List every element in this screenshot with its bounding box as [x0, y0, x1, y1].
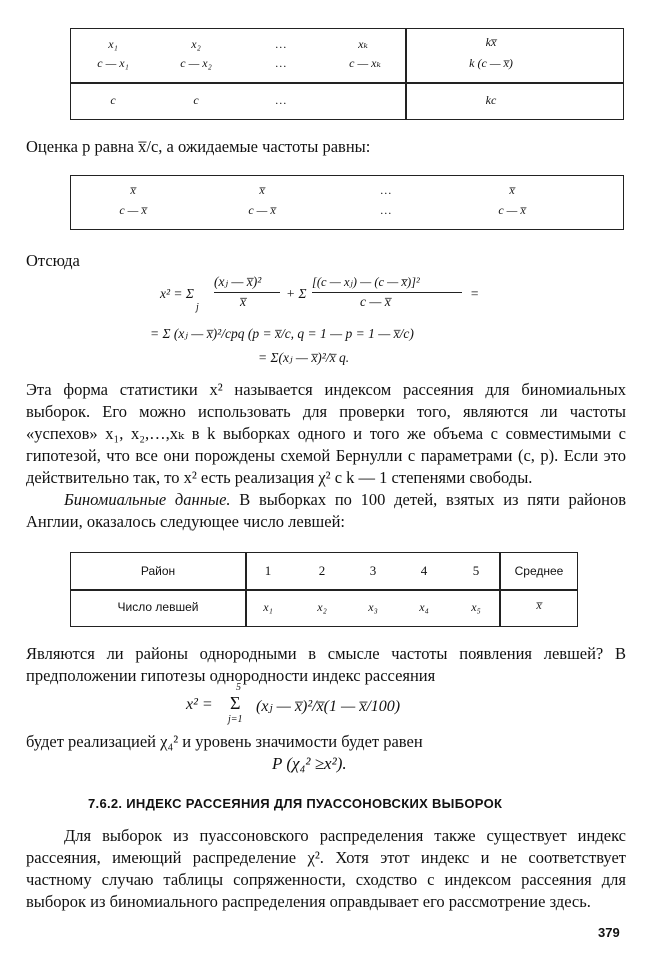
t2-r2-c3: … [380, 203, 392, 217]
f1-denominator-2: c — x̅ [360, 294, 391, 309]
f1-sub-j: j [196, 302, 199, 313]
t1-r1-c4: xₖ [358, 37, 368, 51]
f1-equals: = [470, 286, 480, 301]
t1-r1-c1: x₁ [108, 37, 118, 51]
formula-1 [160, 270, 500, 324]
label-hence: Отсюда [26, 251, 80, 270]
table-observed [70, 28, 624, 120]
t3-header-mean: Среднее [514, 564, 564, 578]
t3-row-x4: x₄ [419, 600, 429, 614]
t3-header-2: 2 [318, 563, 326, 578]
paragraph-dispersion-index: Эта форма статистики x² называется индексом рассеяния для биномиальных выборок. Его можно использовать для проверки того, являются ли частоты «успехов» x₁, x₂,…,xₖ в k выборках одного и того же объема c совместимыми с гипотезой, что все они порождены схемой Бернулли с параметрами (c, p). Если это действительно так, то x² есть реализация χ² с k — 1 степенями свободы. [26, 380, 626, 487]
binomial-data-text: В выборках по 100 детей, взятых из пяти районов Англии, оказалось следующее число левшей: [26, 490, 626, 531]
t2-r1-c1: x̅ [130, 183, 136, 197]
f4-rhs: (xⱼ — x̅)²/x̅(1 — x̅/100) [256, 698, 401, 715]
binomial-data-title: Биномиальные данные. [64, 490, 231, 509]
t1-r2-c1: c — x₁ [97, 56, 129, 70]
t3-header-5: 5 [472, 563, 480, 578]
f1-denominator: x̅ [240, 294, 246, 309]
section-heading: 7.6.2. ИНДЕКС РАССЕЯНИЯ ДЛЯ ПУАССОНОВСКИХ ВЫБОРОК [88, 796, 503, 811]
t1-r3-c3: … [275, 93, 287, 107]
paragraph-poisson: Для выборок из пуассоновского распределения также существует индекс рассеяния, имеющий распределение χ². Хотя этот индекс и не соответствует частному случаю таблицы сопряженности, сходство с индексом рассеяния для выборок из биномиального распределения оправдывает его рассмотрение здесь. [26, 826, 626, 911]
f1-fraction-bar [214, 292, 280, 293]
paragraph-binomial-data [26, 489, 626, 533]
f4-sum-bottom: j=1 [228, 714, 243, 725]
f1-numerator-2: [(c — xⱼ) — (c — x̅)]² [312, 275, 420, 289]
formula-5: P (χ₄² ≥x²). [272, 754, 347, 773]
formula-4 [186, 684, 486, 728]
t2-r1-c2: x̅ [259, 183, 265, 197]
t1-r1-c2: x₂ [191, 37, 201, 51]
formula-3: = Σ(xⱼ — x̅)²/x̅ q. [258, 350, 350, 365]
t2-r2-c2: c — x̅ [248, 203, 276, 217]
f1-numerator: (xⱼ — x̅)² [214, 274, 262, 289]
f1-plus: + Σ [286, 286, 307, 301]
table-expected [70, 175, 624, 230]
paragraph-homogeneity-question: Являются ли районы однородными в смысле частоты появления левшей? В предположении гипотезы однородности индекс рассеяния [26, 644, 626, 685]
t2-r2-c4: c — x̅ [498, 203, 526, 217]
f4-sum: Σ [230, 693, 241, 713]
t1-r3-c2: c [193, 93, 199, 107]
t3-row-x2: x₂ [317, 600, 327, 614]
t1-r3-c4: kc [485, 93, 497, 107]
t1-r1-c3: … [275, 37, 287, 51]
t3-header-district: Район [140, 564, 176, 578]
t3-row-x3: x₃ [368, 600, 378, 614]
t3-header-4: 4 [420, 563, 428, 578]
t1-r1-c5: kx̅ [485, 35, 497, 49]
t2-r2-c1: c — x̅ [119, 203, 147, 217]
f4-lhs: x² = [186, 696, 213, 713]
t3-row-x1: x₁ [263, 600, 273, 614]
f1-fraction-bar-2 [312, 292, 462, 293]
t3-header-3: 3 [369, 563, 377, 578]
t2-r1-c3: … [380, 183, 392, 197]
t3-header-1: 1 [264, 563, 272, 578]
paragraph-estimate: Оценка p равна x̅/c, а ожидаемые частоты равны: [26, 137, 371, 156]
t1-r2-c5: k (c — x̅) [469, 56, 513, 70]
t3-row-label: Число левшей [117, 600, 199, 614]
t3-row-mean: x̅ [536, 598, 542, 612]
t1-r3-c1: c [110, 93, 116, 107]
page-number: 379 [598, 925, 620, 940]
t2-r1-c4: x̅ [509, 183, 515, 197]
t1-r2-c4: c — xₖ [349, 56, 381, 70]
paragraph-realization: будет реализацией χ₄² и уровень значимости будет равен [26, 732, 423, 751]
formula-2: = Σ (xⱼ — x̅)²/cpq (p = x̅/c, q = 1 — p = 1 — x̅/c) [150, 326, 414, 341]
f1-lhs: x² = Σ [160, 286, 194, 301]
t1-r2-c2: c — x₂ [180, 56, 212, 70]
f4-sum-top: 5 [236, 682, 241, 693]
t1-r2-c3: … [275, 56, 287, 70]
t3-row-x5: x₅ [471, 600, 481, 614]
table-left-handers [70, 552, 578, 627]
